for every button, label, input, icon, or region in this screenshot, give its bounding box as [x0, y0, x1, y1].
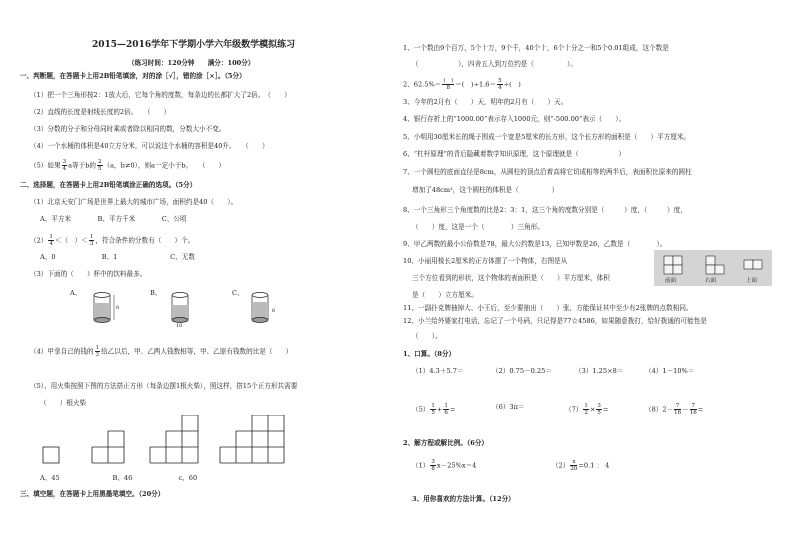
- oral-q4: （4）1－10%＝: [645, 367, 695, 375]
- choice-q5-line1: （5）、用火柴按照下图的方法搭正方形（每条边摆1根火柴），照这样，搭15个正方形共需要: [30, 382, 298, 390]
- fill-q12-line1: 12、小兰给外婆家打电话，忘记了一个号码，只记得是77☆4586，如果随意拨打，恰好拨通的可能性是: [403, 317, 707, 325]
- fraction: $\frac{1}{3}$: [89, 234, 94, 247]
- choice-q1: （1）北京天安门广场是世界上最大的城市广场，面积约是40（ ）。: [30, 198, 238, 206]
- cup-b-drawing: [168, 290, 198, 330]
- fill-q2: 2、62.5%＝ $\frac{( )}{8}$ ＝( )÷1.6＝ $\frac{5}{4}$ ÷( ): [403, 78, 521, 91]
- fill-q10-line3: 是（ ）立方厘米。: [412, 291, 478, 299]
- equation-q1: （1） $\frac{3}{8}$ x－25%x＝4: [412, 459, 477, 472]
- fill-q8-line1: 8、一个三角形三个角度数的比是2：3：1，这三个角的度数分别是（ ）度，（ ）度，: [403, 206, 687, 214]
- view-top-label: 上面: [746, 278, 758, 284]
- cup-a-dim: 8: [116, 305, 120, 311]
- fraction: $\frac{( )}{8}$: [443, 78, 454, 91]
- judge-q4: （4）一个水桶的体积是40立方分米，可以说这个水桶的容积是40升。 （ ）: [30, 142, 269, 150]
- section3-heading: 三、填空题，在答题卡上用黑墨笔填空。（20分）: [20, 490, 165, 498]
- choice-q4: （4）甲拿自己的钱的 $\frac{1}{3}$ 给乙以后，甲、乙两人钱数相等，甲、乙原有钱数的比是（ ）: [30, 345, 293, 358]
- matchstick-squares-figure: [42, 415, 292, 467]
- choice-q2: （2） $\frac{1}{4}$ ＜（ ）＜ $\frac{1}{3}$ ，符合条件的分数有（ ）个。: [30, 234, 195, 247]
- oral-q2: （2）0.75－0.25＝: [492, 367, 552, 375]
- choice-q5-line2: （ ）根火柴: [40, 399, 87, 407]
- cup-b-dim: 10: [176, 323, 183, 329]
- fraction: $\frac{5}{4}$: [498, 78, 502, 91]
- judge-q3: （3）分数的分子和分母同时乘或者除以相同的数，分数大小不变。: [30, 125, 226, 133]
- exam-info: （练习时间：120分钟 满分：100分）: [128, 59, 255, 67]
- fill-q1-line2: （ ），四舍五入到万位约是（ ）。: [412, 60, 577, 68]
- compute-section-heading: 3、用你喜欢的方法计算。（12分）: [412, 495, 515, 503]
- cup-b-label: B、: [150, 289, 162, 297]
- fill-q4: 4、银行存折上的“1000.00”表示存入1000元，则“-500.00”表示（ ）。: [403, 115, 626, 123]
- fill-q9: 9、甲乙两数的最小公倍数是78，最大公约数是13，已知甲数是26，乙数是（ ）。: [403, 240, 667, 248]
- choice-q1-options: A、平方米 B、平方千米 C、公顷: [40, 215, 187, 223]
- calc-section-heading: 1、口算。（8分）: [403, 350, 456, 358]
- page-title: 2015—2016学年下学期小学六年级数学模拟练习: [92, 40, 296, 50]
- judge-q5: （5）如果 $\frac{3}{4}$ a等于b的 $\frac{2}{5}$ （a，b≠0），则a一定小于b。 （ ）: [30, 159, 226, 172]
- fill-q3: 3、今年的2月有（ ）天，明年的2月有（ ）天。: [403, 98, 568, 106]
- judge-q1: （1）把一个三角形按2：1放大后，它每个角的度数，每条边的长都扩大了2倍。 （ ）: [30, 91, 291, 99]
- fraction: $\frac{1}{3}$: [95, 345, 100, 358]
- oral-q3: （3）1.25×8＝: [575, 367, 624, 375]
- fill-q11: 11、一副扑克牌抽掉大、小王后，至少要抽出（ ）张，方能保证其中至少有2张牌的点数相同。: [403, 304, 693, 312]
- oral-q5: （5） $\frac{1}{5}$ + $\frac{1}{6}$ =: [412, 403, 456, 416]
- fraction: $\frac{1}{5}$: [431, 403, 435, 416]
- section1-heading: 一、判断题，在答题卡上用2B铅笔填涂，对的涂［√］，错的涂［×］。（5分）: [20, 72, 246, 80]
- fraction: $\frac{7}{16}$: [689, 403, 697, 416]
- fraction: $\frac{7}{16}$: [674, 403, 682, 416]
- view-right-label: 右面: [705, 278, 717, 284]
- fill-q8-line2: （ ）度，这是一个（ ）三角形。: [412, 223, 544, 231]
- oral-q1: （1）4.3＋5.7＝: [412, 367, 464, 375]
- fill-q5: 5、小明用30厘米长的绳子围成一个宽是5厘米的长方形，这个长方形的面积是（ ）平方厘米。: [403, 133, 691, 141]
- three-views-drawing: [660, 252, 770, 278]
- fill-q7-line2: 增加了48cm²，这个圆柱的体积是（ ）: [412, 186, 559, 194]
- fill-q10-line1: 10、小丽用棱长2厘米的正方体摆了一个物体，右图是从: [403, 257, 568, 265]
- choice-q5-options: A、45 B、46 c、60: [40, 474, 198, 482]
- oral-q7: （7） $\frac{1}{2}$ × $\frac{3}{5}$ =: [565, 403, 609, 416]
- oral-q6: （6）3π＝: [492, 403, 525, 411]
- fraction: $\frac{2}{5}$: [98, 159, 102, 172]
- fraction: $\frac{1}{6}$: [444, 403, 448, 416]
- choice-q3: （3）下面的（ ）杯中的饮料最多。: [30, 270, 147, 278]
- view-front-label: 前面: [665, 278, 677, 284]
- fraction: $\frac{3}{8}$: [431, 459, 435, 472]
- judge-q2: （2）直线的长度是射线长度的2倍。 （ ）: [30, 108, 171, 116]
- equation-q2: （2） $\frac{x}{20}$ =0.1 ： 4: [552, 459, 610, 472]
- fraction: $\frac{3}{4}$: [62, 159, 67, 172]
- equation-section-heading: 2、解方程或解比例。（6分）: [403, 439, 489, 447]
- fraction: $\frac{1}{4}$: [49, 234, 53, 247]
- cup-c-dim: 6: [272, 308, 276, 314]
- choice-q2-options: A、0 B、1 C、无数: [40, 253, 195, 261]
- fraction: $\frac{1}{2}$: [584, 403, 588, 416]
- fraction: $\frac{x}{20}$: [570, 459, 578, 472]
- fraction: $\frac{3}{5}$: [597, 403, 601, 416]
- cup-c-label: C、: [232, 289, 244, 297]
- fill-q1-line1: 1、一个数由9个百万，5个十万，9个千，40个十，6个十分之一和5个0.01组成，这个数是: [403, 44, 669, 52]
- cup-a-label: A、: [70, 289, 82, 297]
- fill-q12-line2: （ ）。: [412, 332, 442, 340]
- fill-q6: 6、“杠杆原理”的背后隐藏着数学知识原理，这个原理就是（ ）: [403, 150, 625, 158]
- oral-q8: （8）2－ $\frac{7}{16}$ － $\frac{7}{16}$ =: [645, 403, 704, 416]
- section2-heading: 二、选择题，在答题卡上用2B铅笔填涂正确的选项。（5分）: [20, 181, 197, 189]
- fill-q10-line2: 三个方位看到的形状，这个物体的表面积是（ ）平方厘米，体积: [412, 274, 610, 282]
- fill-q7-line1: 7、一个圆柱的底面直径是8cm，从圆柱的顶点沿着高将它切成相等的两半后，表面积比原来的圆柱: [403, 168, 692, 176]
